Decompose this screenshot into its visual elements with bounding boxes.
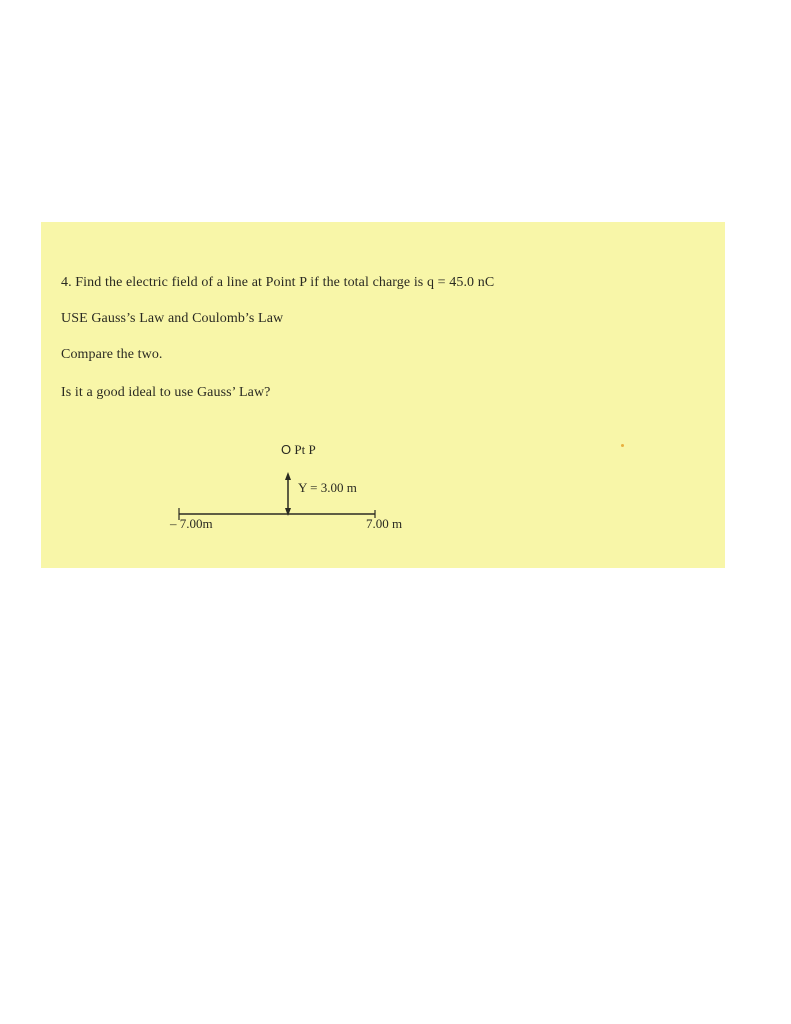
point-p-text: Pt P bbox=[294, 442, 316, 457]
point-p-label bbox=[281, 442, 316, 458]
instruction-line: USE Gauss’s Law and Coulomb’s Law bbox=[61, 311, 284, 326]
left-end-label: – 7.00m bbox=[170, 516, 213, 531]
line-charge-diagram bbox=[41, 222, 725, 568]
yellow-note-scan bbox=[41, 222, 725, 568]
point-p-marker: O bbox=[281, 442, 292, 457]
height-label: Y = 3.00 m bbox=[298, 480, 357, 495]
right-end-label: 7.00 m bbox=[366, 516, 403, 531]
compare-line: Compare the two. bbox=[61, 347, 163, 362]
paper-speck bbox=[621, 444, 624, 447]
height-arrow-up-head bbox=[285, 472, 291, 480]
gauss-question-line: Is it a good ideal to use Gauss’ Law? bbox=[61, 385, 271, 400]
question-line: 4. Find the electric field of a line at Point P if the total charge is q = 45.0 nC bbox=[61, 275, 495, 290]
height-arrow-down-head bbox=[285, 508, 291, 516]
